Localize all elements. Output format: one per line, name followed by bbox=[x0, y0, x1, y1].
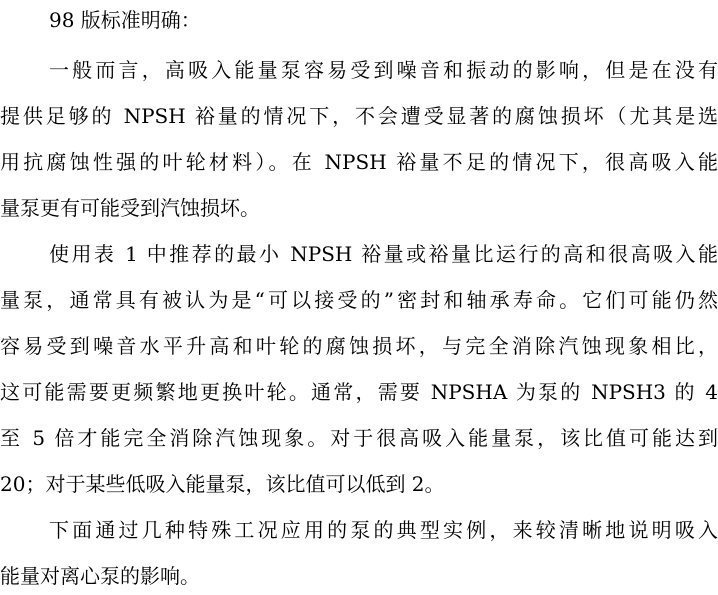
paragraph-3-line-2: 能量对离心泵的影响。 bbox=[0, 564, 200, 588]
paragraph-2-line-4: 这可能需要更频繁地更换叶轮。通常，需要 NPSHA 为泵的 NPSH3 的 4 bbox=[0, 380, 718, 404]
paragraph-2-line-5: 至 5 倍才能完全消除汽蚀现象。对于很高吸入能量泵，该比值可能达到 bbox=[0, 426, 718, 450]
paragraph-3-line-1: 下面通过几种特殊工况应用的泵的典型实例，来较清晰地说明吸入 bbox=[49, 518, 718, 542]
paragraph-1-line-2: 提供足够的 NPSH 裕量的情况下，不会遭受显著的腐蚀损坏（尤其是选 bbox=[0, 104, 718, 128]
paragraph-1-line-3: 用抗腐蚀性强的叶轮材料）。在 NPSH 裕量不足的情况下，很高吸入能 bbox=[0, 150, 718, 174]
paragraph-2-line-6: 20；对于某些低吸入能量泵，该比值可以低到 2。 bbox=[0, 472, 445, 496]
paragraph-2-line-2: 量泵，通常具有被认为是“可以接受的”密封和轴承寿命。它们可能仍然 bbox=[0, 288, 718, 312]
paragraph-1-line-4: 量泵更有可能受到汽蚀损坏。 bbox=[0, 196, 260, 220]
paragraph-2-line-3: 容易受到噪音水平升高和叶轮的腐蚀损坏，与完全消除汽蚀现象相比， bbox=[0, 334, 718, 358]
heading-line: 98 版标准明确： bbox=[49, 8, 201, 32]
paragraph-2-line-1: 使用表 1 中推荐的最小 NPSH 裕量或裕量比运行的高和很高吸入能 bbox=[49, 242, 718, 266]
paragraph-1-line-1: 一般而言，高吸入能量泵容易受到噪音和振动的影响，但是在没有 bbox=[49, 58, 718, 82]
